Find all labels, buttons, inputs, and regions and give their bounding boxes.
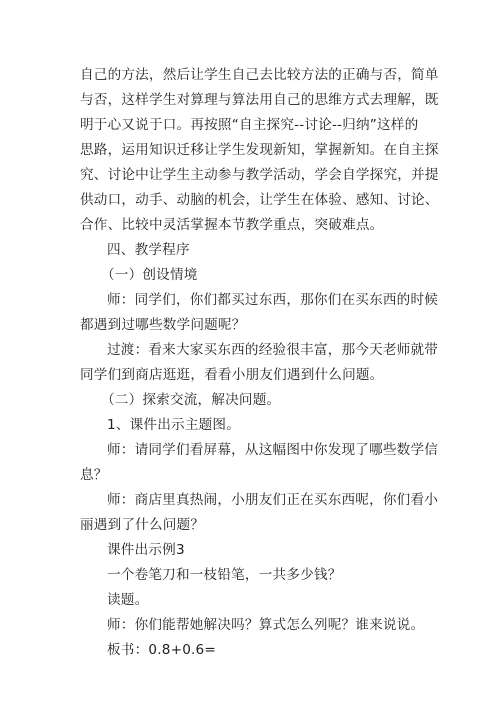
- paragraph-line: 同学们到商店逛逛，看看小朋友们遇到什么问题。: [80, 367, 384, 383]
- paragraph-line: 都遇到过哪些数学问题呢？: [80, 317, 246, 333]
- paragraph-line: 一个卷笔刀和一枝铅笔，一共多少钱？: [107, 567, 342, 583]
- paragraph-line: 读题。: [107, 592, 149, 608]
- paragraph-line: 过渡：看来大家买东西的经验很丰富，那今天老师就带: [107, 342, 439, 358]
- paragraph-line: 究、讨论中让学生主动参与教学活动，学会自学探究，并提: [80, 167, 439, 183]
- paragraph-line: 与否，这样学生对算理与算法用自己的思维方式去理解，既: [80, 92, 439, 108]
- paragraph-line: 丽遇到了什么问题？: [80, 517, 205, 533]
- paragraph-line: 供动口，动手、动脑的机会，让学生在体验、感知、讨论、: [80, 192, 439, 208]
- paragraph-line: 明于心又说于口。再按照“自主探究--讨论--归纳”这样的: [80, 117, 419, 133]
- paragraph-line: 师：商店里真热闹，小朋友们正在买东西呢，你们看小: [107, 492, 439, 508]
- section-heading: 四、教学程序: [107, 242, 190, 258]
- paragraph-line: 师：同学们，你们都买过东西，那你们在买东西的时候: [107, 292, 439, 308]
- paragraph-line: 师：请同学们看屏幕，从这幅图中你发现了哪些数学信: [107, 442, 439, 458]
- paragraph-line: 1、课件出示主题图。: [107, 417, 240, 433]
- paragraph-line: 自己的方法，然后让学生自己去比较方法的正确与否，简单: [80, 67, 439, 83]
- paragraph-line: 合作、比较中灵活掌握本节教学重点，突破难点。: [80, 217, 384, 233]
- paragraph-line: 息？: [80, 467, 108, 483]
- subsection-heading: （一）创设情境: [101, 267, 198, 283]
- paragraph-line: 板书：0.8+0.6=: [107, 642, 216, 658]
- paragraph-line: 课件出示例3: [107, 542, 185, 558]
- paragraph-line: 师：你们能帮她解决吗？算式怎么列呢？谁来说说。: [107, 617, 425, 633]
- paragraph-line: 思路，运用知识迁移让学生发现新知，掌握新知。在自主探: [80, 142, 439, 158]
- subsection-heading: （二）探索交流，解决问题。: [101, 392, 281, 408]
